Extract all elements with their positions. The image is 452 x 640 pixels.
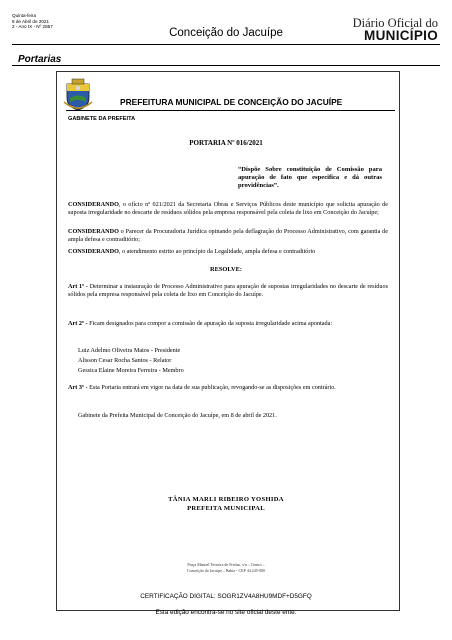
committee-member: Gessica Elaine Moreira Ferreira - Membro	[78, 367, 184, 374]
article-2-label: Art 2º -	[68, 320, 88, 327]
official-site-note: Esta edição encontra-se no site oficial deste ente.	[155, 609, 297, 616]
gazette-logo-top: Diário Oficial do	[352, 16, 438, 30]
article-1-text: Determinar a instauração de Processo Administrativo para apuração de supostas irregularidades no descarte de resíduos sólidos pela empresa responsável pela coleta de lixo em Conceição do Jacuípe.	[68, 283, 388, 298]
signer-name: TÂNIA MARLI RIBEIRO YOSHIDA	[168, 496, 284, 503]
considerando-1	[68, 201, 388, 216]
article-1	[68, 283, 388, 298]
edition-number: 2 - Ano IX - Nº 2857	[12, 24, 53, 30]
article-3-text: Esta Portaria entrará em vigor na data de sua publicação, revogando-se as disposições em contrário.	[87, 384, 336, 391]
considerando-3-text: , o atendimento estrito ao princípio da Legalidade, ampla defesa e contraditório	[118, 248, 316, 255]
city-title: Conceição do Jacuípe	[169, 27, 283, 39]
section-divider	[12, 65, 440, 66]
article-3	[68, 384, 388, 392]
document-department: GABINETE DA PREFEITA	[68, 116, 136, 122]
address-line: Praça Manoel Teixeira de Freitas, s/n – Centro –	[187, 562, 265, 567]
section-title: Portarias	[18, 54, 62, 65]
document-frame	[56, 71, 400, 611]
considerando-3	[68, 248, 388, 256]
committee-member: Alisson Cesar Rocha Santos - Relator	[78, 357, 172, 364]
gazette-logo	[353, 17, 438, 42]
considerando-3-label: CONSIDERANDO	[68, 248, 119, 255]
organization-rule	[66, 110, 395, 111]
article-3-label: Art 3º -	[68, 384, 88, 391]
article-2	[68, 320, 388, 328]
considerando-2	[68, 228, 388, 243]
document-number: PORTARIA Nº 016/2021	[189, 139, 263, 147]
considerando-2-text: o Parecer da Procuradoria Jurídica opinando pela deflagração do Processo Administrativo, com garantia de ampla defesa e contraditório;	[68, 228, 388, 243]
resolve-heading: RESOLVE:	[209, 266, 243, 273]
document-summary: “Dispõe Sobre constituição de Comissão para apuração de fato que especifica e dá outras providências”.	[238, 166, 382, 189]
signer-role: PREFEITA MUNICIPAL	[187, 505, 265, 512]
document-organization: PREFEITURA MUNICIPAL DE CONCEIÇÃO DO JACUÍPE	[120, 97, 343, 107]
considerando-2-label: CONSIDERANDO	[68, 228, 119, 235]
considerando-1-text: , o ofício nº 021/2021 da Secretaria Obras e Serviços Públicos deste município que solicita apuração de suposta irregularidade no descarte de resíduos sólidos pela empresa responsável pela coleta de lixo em Conceição do Jacuípe;	[68, 201, 388, 216]
gazette-logo-bottom: MUNICÍPIO	[364, 28, 438, 43]
committee-member: Luiz Adelmo Oliveira Matos - Presidente	[78, 347, 181, 354]
edition-weekday: Quinta-feira	[12, 13, 37, 18]
address-line: Conceição do Jacuípe – Bahia - CEP 44.245-000	[186, 568, 266, 573]
digital-certification: CERTIFICAÇÃO DIGITAL: SOGR1ZV4A8HU9MDF+D5GFQ	[140, 593, 312, 600]
article-2-text: Ficam designados para compor a comissão de apuração da suposta irregularidade acima apontada:	[87, 320, 333, 327]
header-divider	[12, 44, 440, 45]
municipal-coat-of-arms-icon	[63, 78, 93, 111]
closing-statement: Gabinete da Prefeita Municipal de Conceição do Jacuípe, em 8 de abril de 2021.	[78, 412, 277, 419]
article-1-label: Art 1º -	[68, 283, 88, 290]
considerando-1-label: CONSIDERANDO	[68, 201, 119, 208]
edition-date: 8 de Abril de 2021	[12, 18, 50, 24]
document-address	[0, 562, 452, 574]
